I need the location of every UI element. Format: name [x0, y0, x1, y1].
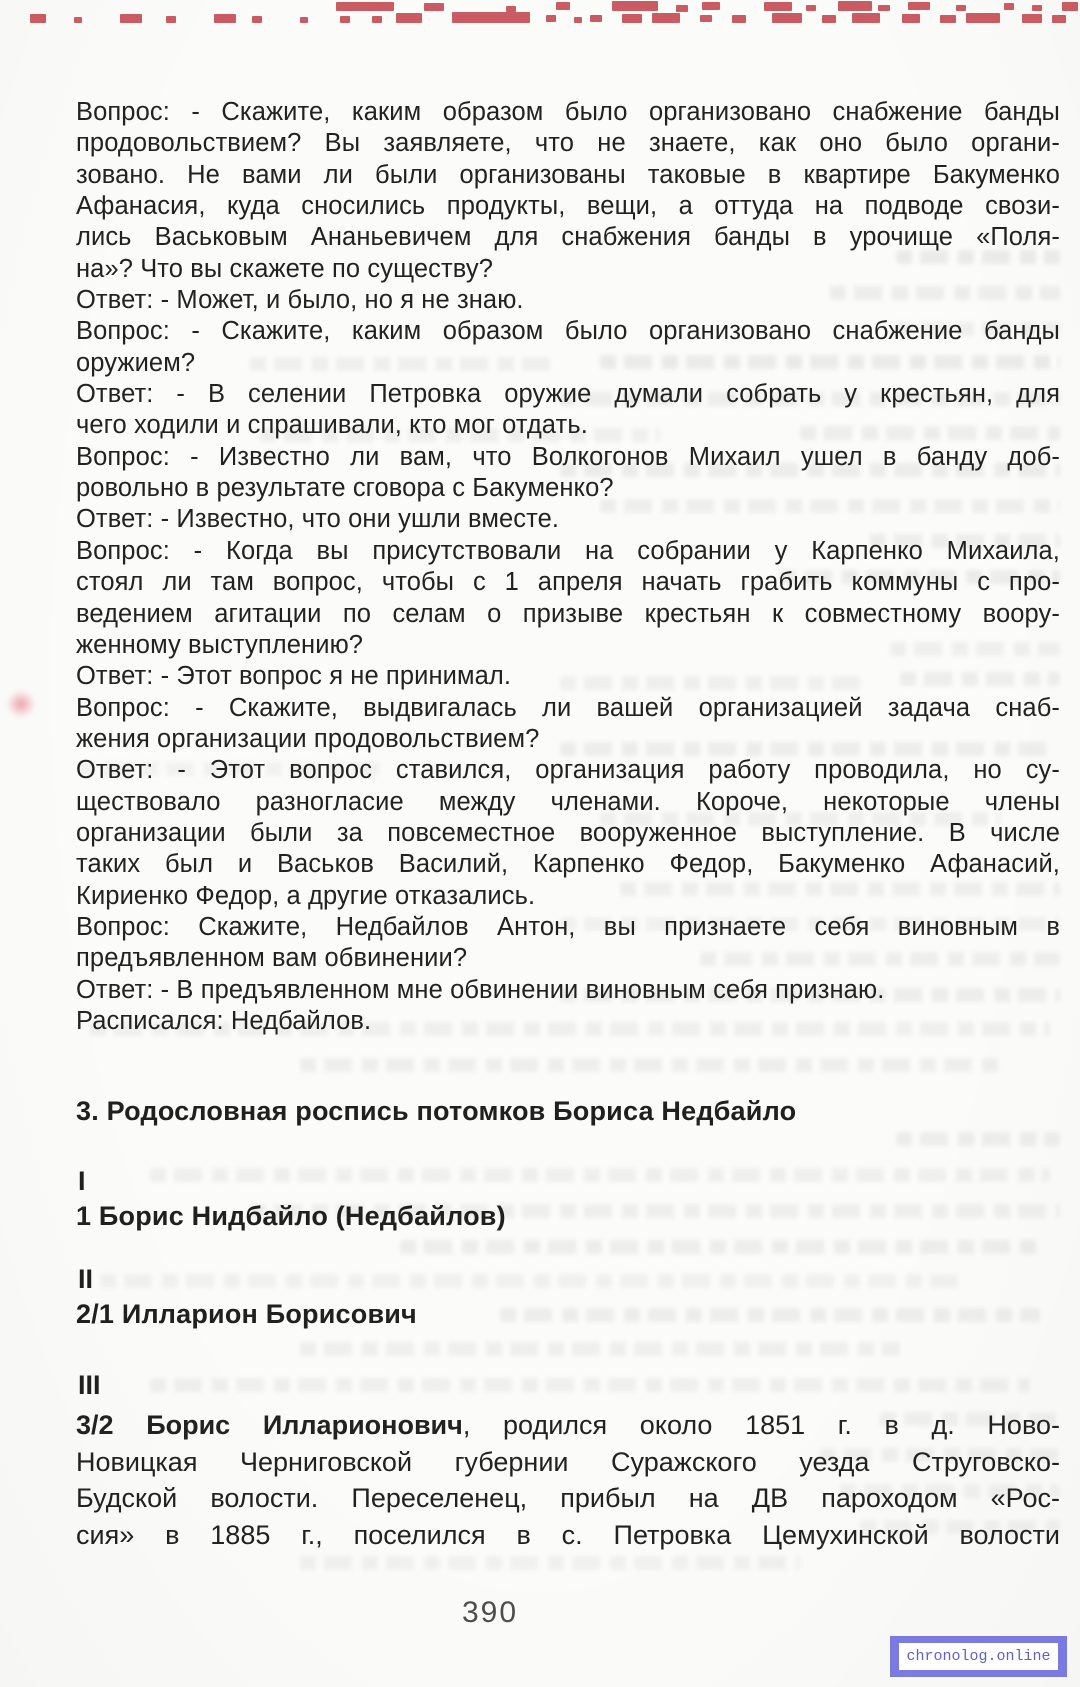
scan-artifact-pink-smear — [6, 690, 36, 718]
red-mark — [1032, 5, 1042, 11]
text-line: Вопрос: - Известно ли вам, что Волкогонов Михаил ушел в банду доб- — [76, 442, 1060, 471]
genealogy-entry-3-name: 3/2 Борис Илларионович — [76, 1410, 463, 1440]
text-line: на»? Что вы скажете по существу? — [76, 254, 494, 283]
text-line: стоял ли там вопрос, чтобы с 1 апреля начать грабить коммуны с про- — [76, 568, 1060, 597]
red-mark — [700, 15, 712, 22]
red-mark — [120, 14, 142, 23]
text-line: ведением агитации по селам о призыве крестьян к совместному воору- — [76, 599, 1060, 628]
qa-paragraph — [76, 661, 1060, 692]
text-line: Расписался: Недбайлов. — [76, 1006, 372, 1035]
text-line: ровольно в результате сговора с Бакуменко? — [76, 474, 614, 503]
text-line: Ответ: - Этот вопрос я не принимал. — [76, 662, 512, 691]
red-mark — [396, 13, 422, 23]
bleedthrough-row — [150, 1378, 1030, 1392]
red-mark — [252, 16, 262, 23]
text-line: оружием? — [76, 348, 196, 377]
text-line: Ответ: - Известно, что они ушли вместе. — [76, 505, 560, 534]
genealogy-entry-1: 1 Борис Нидбайло (Недбайлов) — [76, 1201, 506, 1231]
text-line: Вопрос: - Скажите, каким образом было организовано снабжение банды — [76, 317, 1060, 346]
qa-paragraph — [76, 755, 1060, 912]
qa-paragraph — [76, 504, 1060, 535]
text-line: Вопрос: - Скажите, каким образом было организовано снабжение банды — [76, 98, 1060, 126]
genealogy-entry-3 — [76, 1407, 1060, 1553]
qa-paragraph — [76, 285, 1060, 316]
red-mark — [966, 13, 1000, 23]
genealogy-entry-2: 2/1 Илларион Борисович — [76, 1299, 417, 1329]
bleedthrough-row — [896, 1132, 1060, 1146]
text-line: Ответ: - В предъявленном мне обвинении виновным себя признаю. — [76, 975, 885, 1004]
text-line: Афанасия, куда сносились продукты, вещи, а оттуда на подводе свози- — [76, 192, 1060, 221]
red-mark — [806, 5, 816, 11]
qa-paragraph — [76, 693, 1060, 756]
red-mark — [166, 16, 176, 23]
red-mark — [590, 15, 602, 22]
bleedthrough-row — [300, 1556, 800, 1570]
text-line: 3/2 Борис Илларионович, родился около 1851 г. в д. Ново- — [76, 1410, 1060, 1440]
red-mark — [676, 5, 688, 12]
red-mark — [574, 17, 582, 23]
red-mark — [372, 16, 382, 23]
red-mark — [956, 5, 966, 11]
text-line: Новицкая Черниговской губернии Суражского уезда Струговско- — [76, 1446, 1060, 1477]
text-line: жения организации продовольствием? — [76, 724, 540, 753]
text-line: Вопрос: - Когда вы присутствовали на собрании у Карпенко Михаила, — [76, 536, 1060, 565]
red-mark — [652, 13, 680, 23]
red-mark — [30, 14, 46, 23]
text-line: организации были за повсеместное вооруженное выступление. В числе — [76, 818, 1060, 847]
red-mark — [612, 1, 658, 11]
text-line: Вопрос: Скажите, Недбайлов Антон, вы признаете себя виновным в — [76, 912, 1060, 941]
text-line: Кириенко Федор, а другие отказались. — [76, 881, 536, 910]
red-mark — [336, 2, 394, 11]
red-mark — [702, 2, 720, 10]
qa-paragraph — [76, 975, 1060, 1006]
red-mark — [452, 12, 530, 23]
text-line: продовольствием? Вы заявляете, что не знаете, как оно было органи- — [76, 129, 1060, 158]
red-mark — [878, 5, 890, 11]
red-mark — [74, 17, 82, 23]
red-mark — [822, 15, 836, 23]
red-mark — [1062, 2, 1078, 11]
red-mark — [838, 1, 872, 11]
red-mark — [1022, 14, 1042, 23]
text-line: сия» в 1885 г., поселился в с. Петровка Цемухинской волости — [76, 1519, 1060, 1550]
red-mark — [908, 2, 930, 10]
qa-paragraph — [76, 316, 1060, 379]
bleedthrough-row — [150, 1168, 1050, 1182]
text-line: чего ходили и спрашивали, кто мог отдать. — [76, 411, 588, 440]
qa-paragraph — [76, 379, 1060, 442]
watermark-badge — [890, 1636, 1067, 1677]
interrogation-text-block — [76, 97, 1060, 1037]
text-line: Ответ: - Может, и было, но я не знаю. — [76, 286, 524, 315]
qa-paragraph — [76, 442, 1060, 505]
generation-numeral-2: II — [78, 1264, 94, 1294]
red-mark — [340, 16, 350, 23]
bleedthrough-row — [300, 1058, 1000, 1072]
red-mark — [214, 14, 236, 23]
red-mark — [556, 2, 570, 10]
section-heading: 3. Родословная роспись потомков Бориса Недбайло — [76, 1096, 797, 1126]
qa-paragraph — [76, 912, 1060, 975]
red-mark — [300, 17, 308, 23]
red-mark — [772, 13, 802, 23]
red-mark — [852, 13, 880, 23]
text-line: женному выступлению? — [76, 630, 364, 659]
qa-paragraph — [76, 97, 1060, 285]
page-number: 390 — [461, 1596, 519, 1629]
red-mark — [622, 14, 642, 23]
red-mark — [940, 15, 956, 23]
qa-paragraph — [76, 536, 1060, 661]
red-mark — [1052, 15, 1066, 23]
bleedthrough-row — [300, 1342, 900, 1356]
text-line: таких был и Васьков Василий, Карпенко Федор, Бакуменко Афанасий, — [76, 850, 1060, 879]
generation-numeral-1: I — [78, 1166, 86, 1196]
red-mark — [424, 3, 444, 11]
text-line: Будской волости. Переселенец, прибыл на ДВ пароходом «Рос- — [76, 1483, 1060, 1514]
bleedthrough-row — [400, 1240, 1040, 1254]
text-line: зовано. Не вами ли были организованы таковые в квартире Бакуменко — [76, 160, 1060, 189]
text-line: Вопрос: - Скажите, выдвигалась ли вашей организацией задача снаб- — [76, 693, 1060, 722]
text-line: лись Васьковым Ананьевичем для снабжения банды в урочище «Поля- — [76, 223, 1060, 252]
red-mark — [1004, 3, 1014, 10]
watermark-text: chronolog.online — [899, 1643, 1058, 1670]
red-mark — [764, 2, 792, 11]
generation-numeral-3: III — [78, 1370, 101, 1400]
text-line: Ответ: - Этот вопрос ставился, организация работу проводила, но су- — [76, 756, 1060, 785]
red-mark — [732, 15, 746, 23]
text-line: Ответ: - В селении Петровка оружие думали собрать у крестьян, для — [76, 380, 1060, 409]
text-line: ществовало разногласие между членами. Короче, некоторые члены — [76, 787, 1060, 816]
qa-paragraph — [76, 1006, 1060, 1037]
red-mark — [902, 14, 920, 23]
red-mark — [546, 15, 556, 22]
text-line: предъявленном вам обвинении? — [76, 944, 468, 973]
